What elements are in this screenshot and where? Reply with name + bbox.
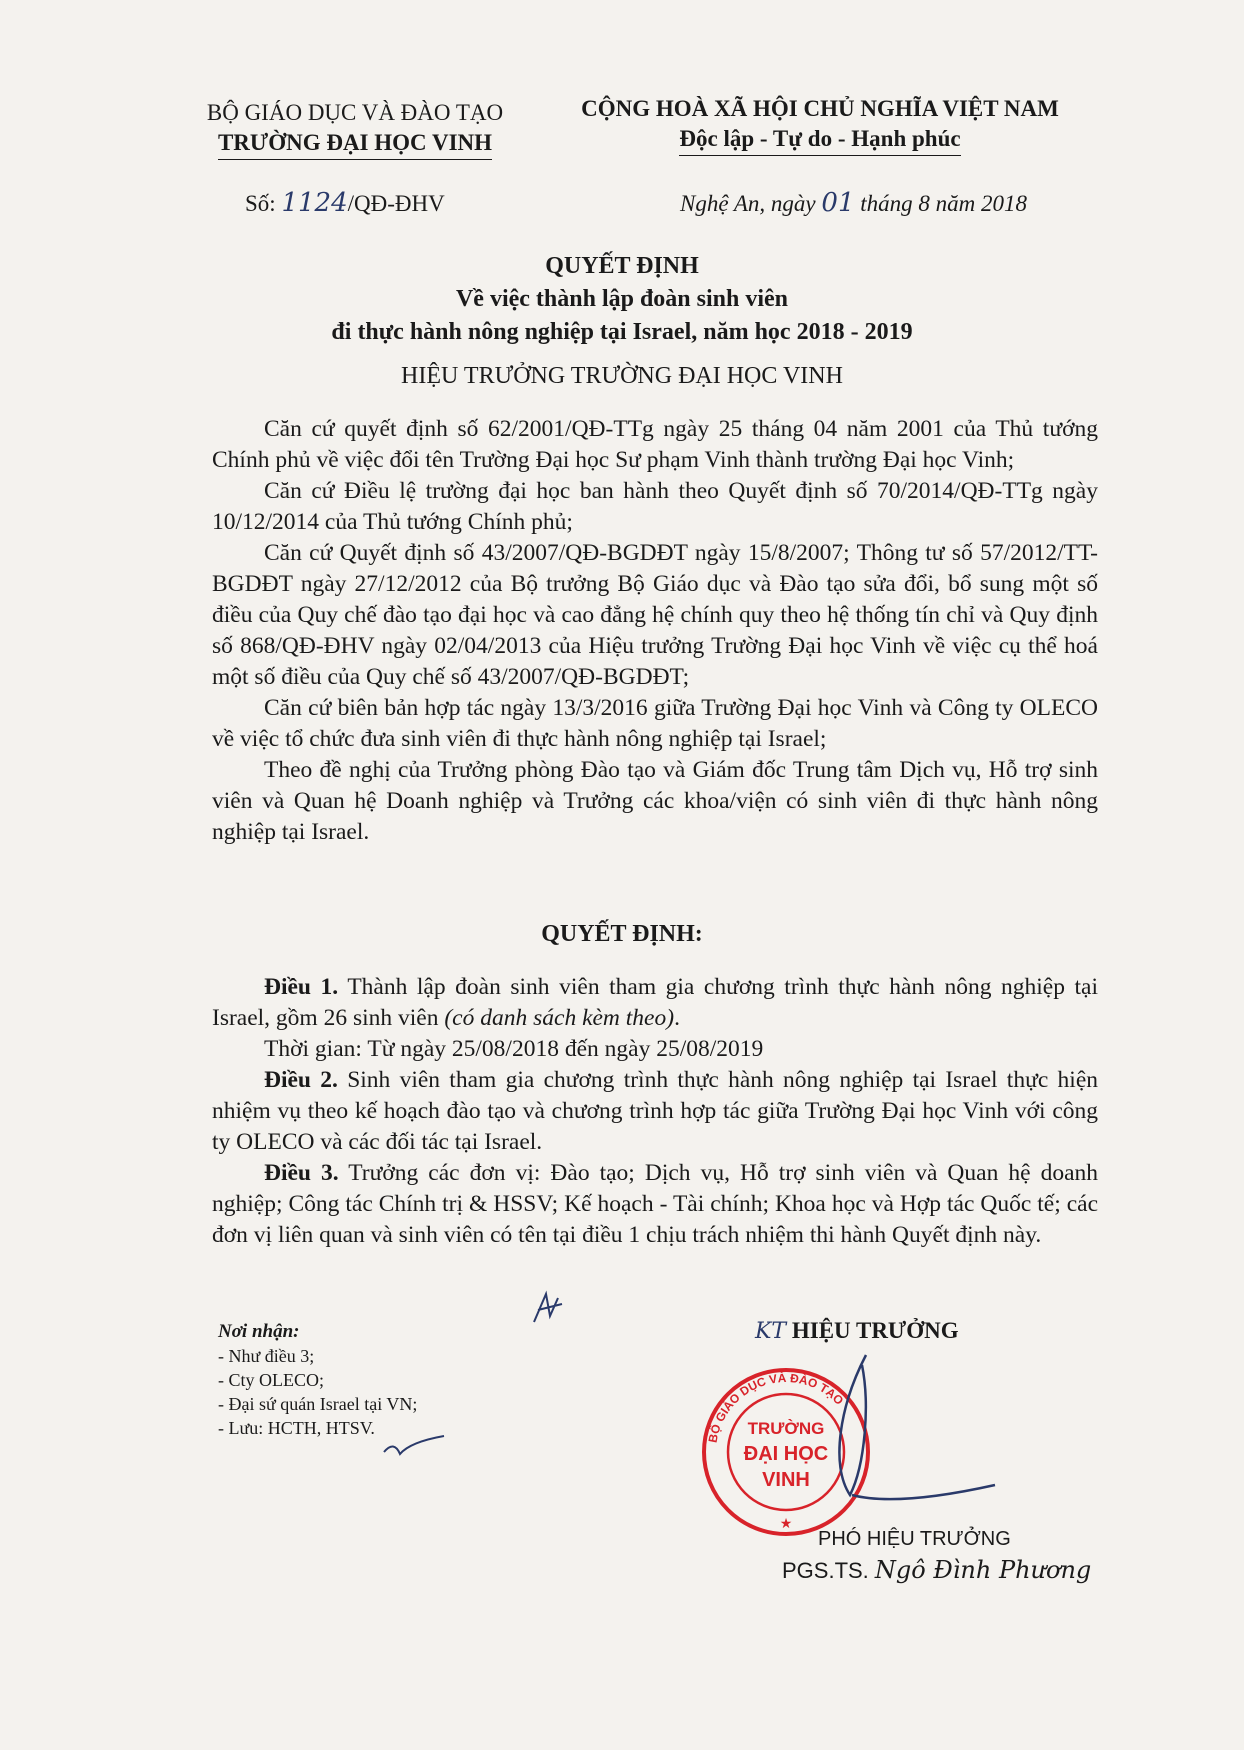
preamble-para-4: Căn cứ biên bản hợp tác ngày 13/3/2016 giữa Trường Đại học Vinh và Công ty OLECO về việc tổ chức đưa sinh viên đi thực hành nông nghiệp tại Israel; xyxy=(212,695,1098,752)
issuing-authority: HIỆU TRƯỞNG TRƯỜNG ĐẠI HỌC VINH xyxy=(401,363,843,389)
recipients xyxy=(218,1320,548,1440)
ministry-name: BỘ GIÁO DỤC VÀ ĐÀO TẠO xyxy=(206,100,504,125)
kt-mark: KT xyxy=(755,1319,787,1344)
recipient-item: - Lưu: HCTH, HTSV. xyxy=(218,1418,375,1438)
document-date: Nghệ An, ngày 01 tháng 8 năm 2018 xyxy=(680,188,1027,218)
republic-name: CỘNG HOÀ XÃ HỘI CHỦ NGHĨA VIỆT NAM xyxy=(581,96,1059,121)
header-left xyxy=(180,98,530,160)
signer-position: PHÓ HIỆU TRƯỞNG xyxy=(818,1528,1011,1550)
preamble-para-5: Theo đề nghị của Trưởng phòng Đào tạo và Giám đốc Trung tâm Dịch vụ, Hỗ trợ sinh viên và Quan hệ Doanh nghiệp và Trưởng các khoa/viện có sinh viên đi thực hành nông nghiệp tại Israel. xyxy=(212,757,1098,845)
signer-name: Ngô Đình Phương xyxy=(874,1556,1092,1584)
subject-line-2: đi thực hành nông nghiệp tại Israel, năm học 2018 - 2019 xyxy=(331,319,913,345)
handwritten-day: 01 xyxy=(821,188,855,218)
subject-line-1: Về việc thành lập đoàn sinh viên xyxy=(455,286,789,312)
seal-line-1: TRƯỜNG xyxy=(747,1419,825,1438)
signer-name-line: PGS.TS. Ngô Đình Phương xyxy=(782,1556,1092,1584)
article-1: Điều 1. Thành lập đoàn sinh viên tham gia chương trình thực hành nông nghiệp tại Israel, gồm 26 sinh viên (có danh sách kèm theo). xyxy=(212,974,1099,1031)
archive-initials-mark xyxy=(380,1432,450,1462)
article-1-time: Thời gian: Từ ngày 25/08/2018 đến ngày 25/08/2019 xyxy=(264,1036,764,1062)
decision-title: QUYẾT ĐỊNH xyxy=(545,253,699,279)
seal-star-icon: ★ xyxy=(779,1517,793,1532)
header-right xyxy=(555,94,1085,156)
seal-ring-text: BỘ GIÁO DỤC VÀ ĐÀO TẠO xyxy=(705,1370,847,1444)
article-2: Điều 2. Sinh viên tham gia chương trình thực hành nông nghiệp tại Israel thực hiện nhiệm vụ theo kế hoạch đào tạo và chương trình hợp tác giữa Trường Đại học Vinh với công ty OLECO và các đối tác tại Israel. xyxy=(212,1067,1098,1155)
seal-line-3: VINH xyxy=(762,1469,810,1491)
articles xyxy=(212,972,1098,1251)
title-block xyxy=(0,250,1244,393)
decision-heading: QUYẾT ĐỊNH: xyxy=(541,921,703,947)
motto: Độc lập - Tự do - Hạnh phúc xyxy=(679,124,960,156)
document-number: Số: 1124/QĐ-ĐHV xyxy=(245,188,445,218)
preamble-para-3: Căn cứ Quyết định số 43/2007/QĐ-BGDĐT ngày 15/8/2007; Thông tư số 57/2012/TT-BGDĐT ngày 27/12/2012 của Bộ trưởng Bộ Giáo dục và Đào tạo sửa đổi, bổ sung một số điều của Quy chế đào tạo đại học và cao đẳng hệ chính quy theo hệ thống tín chỉ và Quy định số 868/QĐ-ĐHV ngày 02/04/2013 của Hiệu trưởng Trường Đại học Vinh về việc cụ thể hoá một số điều của Quy chế số 43/2007/QĐ-BGDĐT; xyxy=(212,540,1098,690)
recipient-item: - Như điều 3; xyxy=(218,1346,315,1366)
seal-line-2: ĐẠI HỌC xyxy=(743,1443,829,1465)
handwritten-signature xyxy=(770,1345,1000,1515)
preamble-para-1: Căn cứ quyết định số 62/2001/QĐ-TTg ngày 25 tháng 04 năm 2001 của Thủ tướng Chính phủ về việc đổi tên Trường Đại học Sư phạm Vinh thành trường Đại học Vinh; xyxy=(212,416,1098,473)
signature-title: KT HIỆU TRƯỞNG xyxy=(755,1318,959,1344)
recipient-item: - Cty OLECO; xyxy=(218,1370,324,1390)
recipient-item: - Đại sứ quán Israel tại VN; xyxy=(218,1394,418,1414)
preamble xyxy=(212,414,1098,848)
preamble-para-2: Căn cứ Điều lệ trường đại học ban hành theo Quyết định số 70/2014/QĐ-TTg ngày 10/12/2014 của Thủ tướng Chính phủ; xyxy=(212,478,1098,535)
university-name: TRƯỜNG ĐẠI HỌC VINH xyxy=(218,128,492,160)
recipients-heading: Nơi nhận: xyxy=(218,1321,300,1342)
handwritten-number: 1124 xyxy=(281,188,348,218)
article-3: Điều 3. Trưởng các đơn vị: Đào tạo; Dịch vụ, Hỗ trợ sinh viên và Quan hệ doanh nghiệp; Công tác Chính trị & HSSV; Kế hoạch - Tài chính; Khoa học và Hợp tác Quốc tế; các đơn vị liên quan và sinh viên có tên tại điều 1 chịu trách nhiệm thi hành Quyết định này. xyxy=(212,1160,1098,1248)
